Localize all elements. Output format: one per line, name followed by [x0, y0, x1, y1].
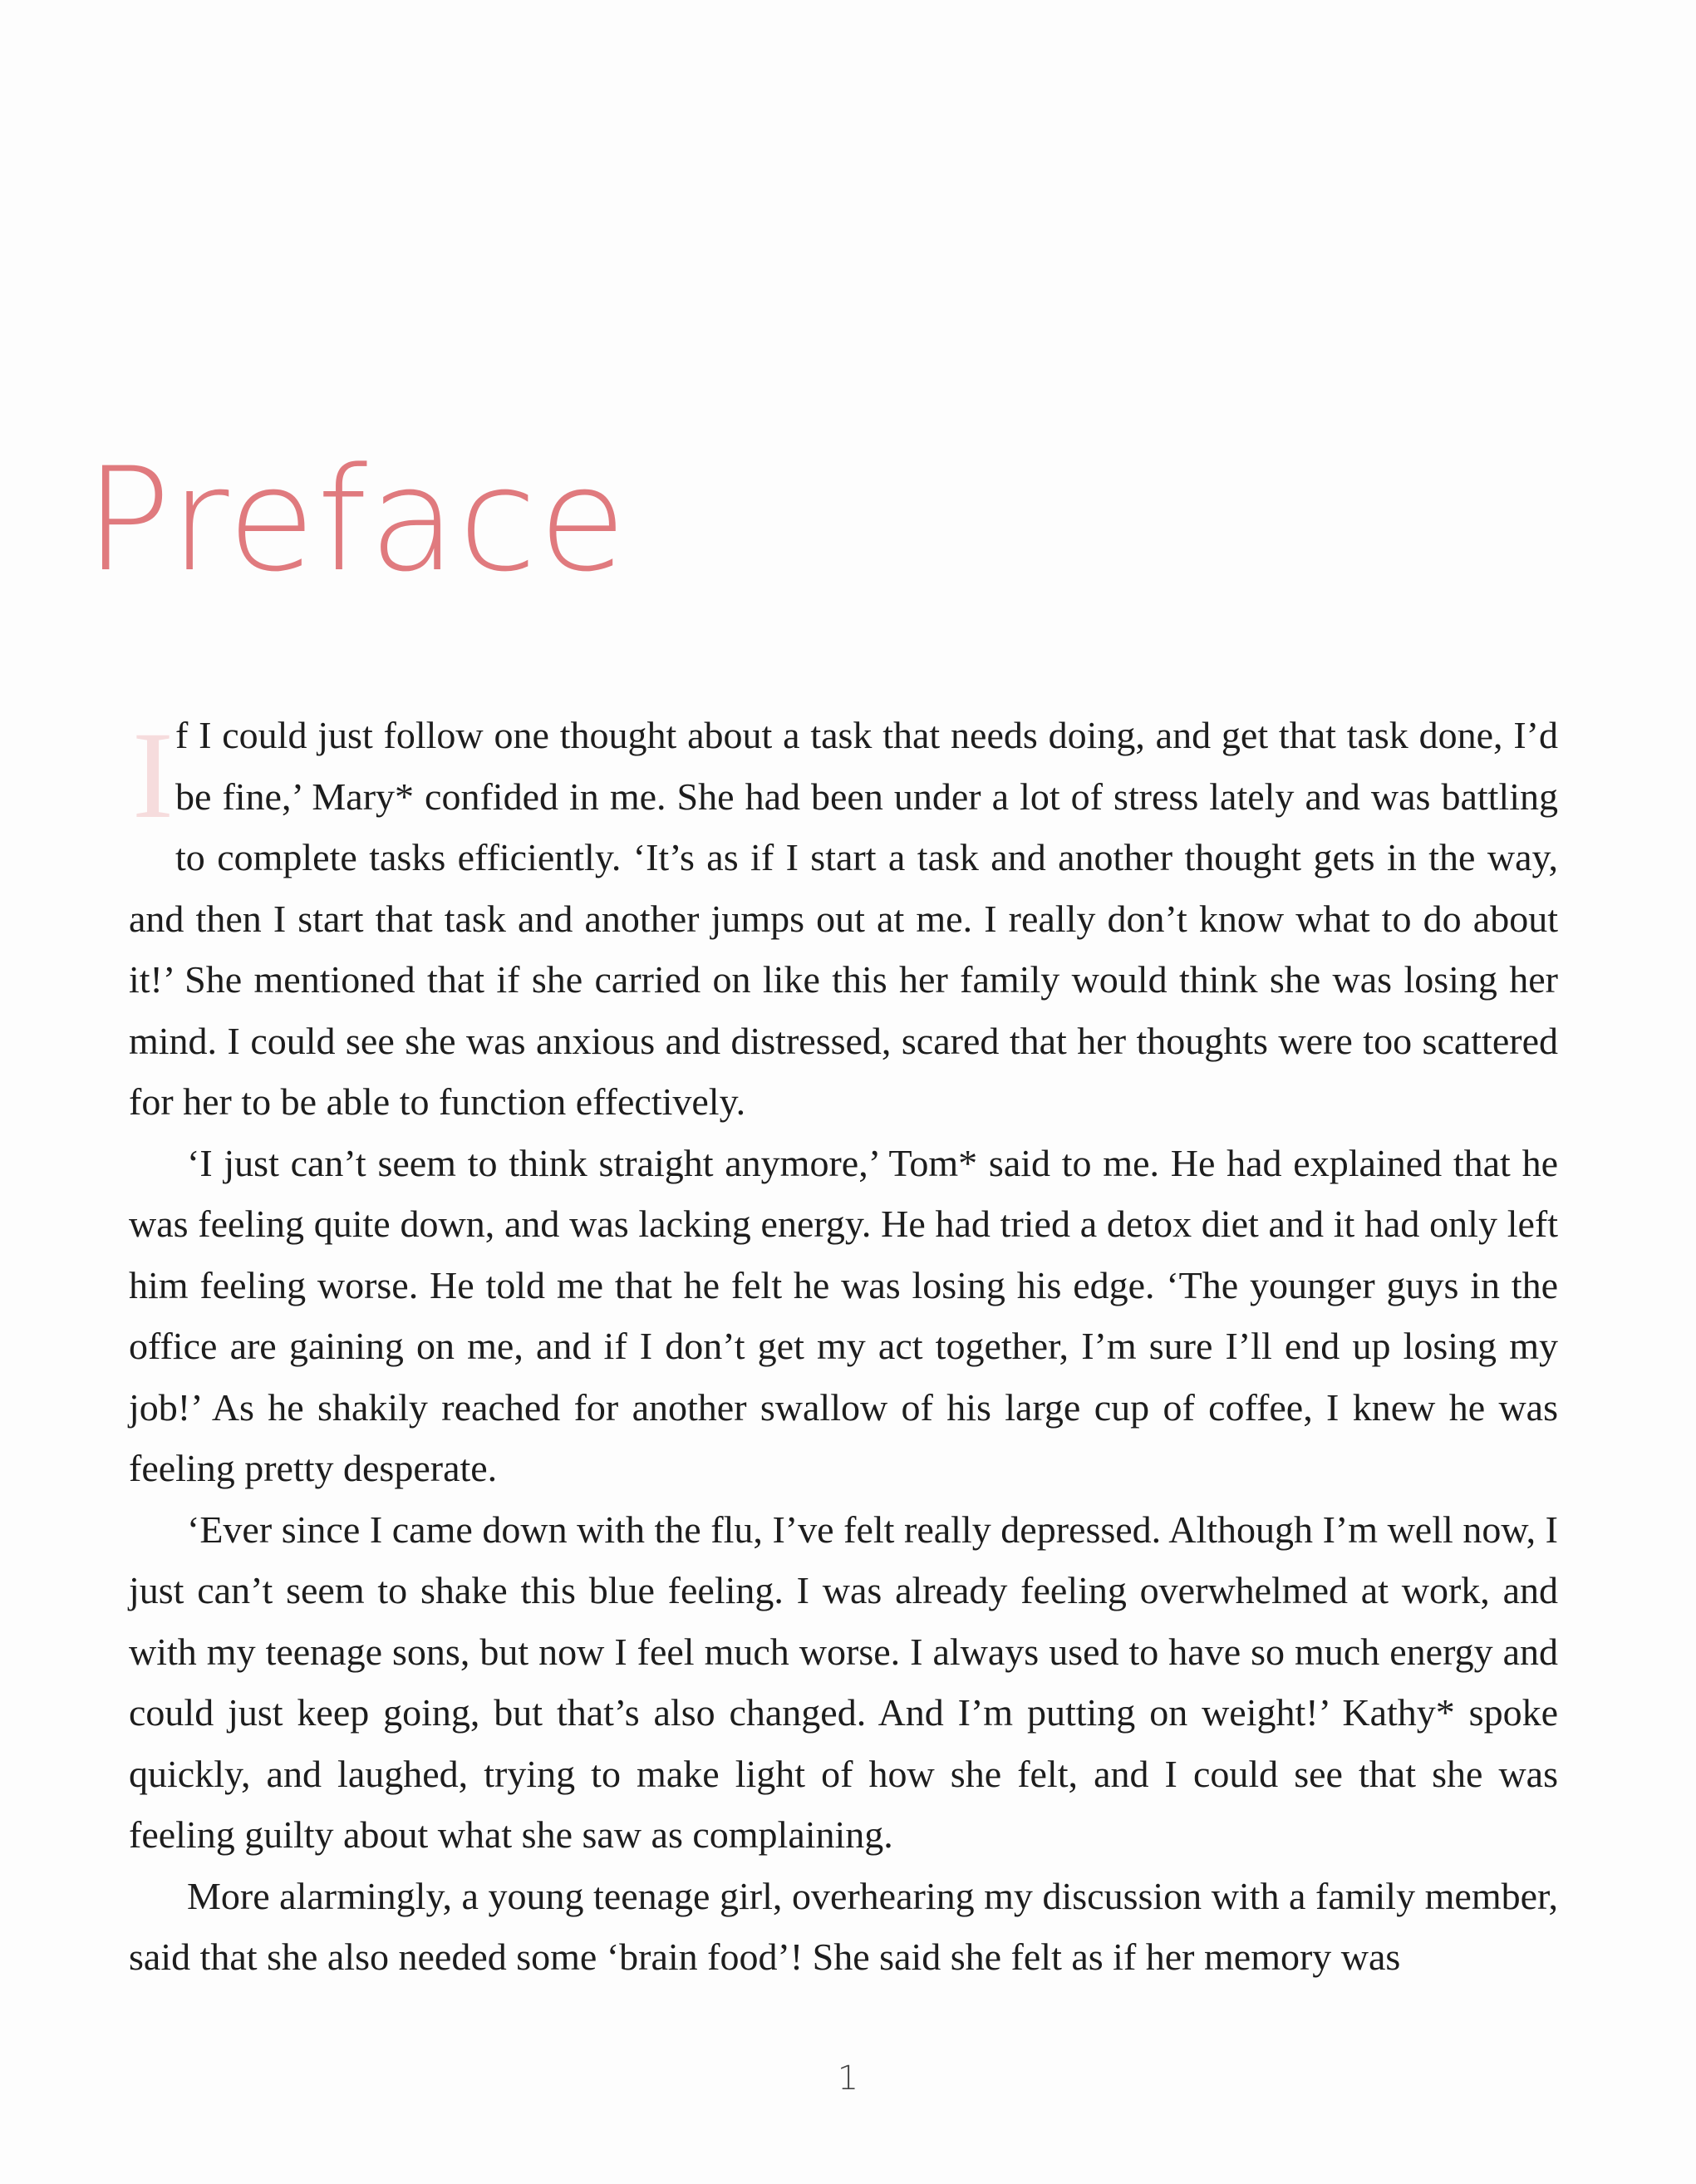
- chapter-title: Preface: [85, 436, 628, 603]
- body-text: [129, 705, 1558, 1988]
- page-number: 1: [837, 2059, 859, 2098]
- drop-cap: I: [132, 706, 174, 844]
- paragraph-1-text: f I could just follow one thought about a task that needs doing, and get that task done, I’d be fine,’ Mary* confided in me. She had been under a lot of stress lately and was battling to complete tasks efficiently. ‘It’s as if I start a task and another thought gets in the way, and then I start that task and another jumps out at me. I really don’t know what to do about it!’ She mentioned that if she carried on like this her family would think she was losing her mind. I could see she was anxious and distressed, scared that her thoughts were too scattered for her to be able to function effectively.: [129, 714, 1558, 1123]
- drop-cap-container: [129, 706, 174, 844]
- paragraph-4: More alarmingly, a young teenage girl, overhearing my discussion with a family member, said that she also needed some ‘brain food’! She said she felt as if her memory was: [129, 1874, 1558, 1978]
- paragraph-2: ‘I just can’t seem to think straight anymore,’ Tom* said to me. He had explained that he was feeling quite down, and was lacking energy. He had tried a detox diet and it had only left him feeling worse. He told me that he felt he was losing his edge. ‘The younger guys in the office are gaining on me, and if I don’t get my act together, I’m sure I’ll end up losing my job!’ As he shakily reached for another swallow of his large cup of coffee, I knew he was feeling pretty desperate.: [129, 1141, 1558, 1489]
- paragraph-3: ‘Ever since I came down with the flu, I’ve felt really depressed. Although I’m well now, I just can’t seem to shake this blue feeling. I was already feeling overwhelmed at work, and with my teenage sons, but now I feel much worse. I always used to have so much energy and could just keep going, but that’s also changed. And I’m putting on weight!’ Kathy* spoke quickly, and laughed, trying to make light of how she felt, and I could see that she was feeling guilty about what she saw as complaining.: [129, 1508, 1558, 1856]
- paragraph-1: [129, 705, 1558, 1133]
